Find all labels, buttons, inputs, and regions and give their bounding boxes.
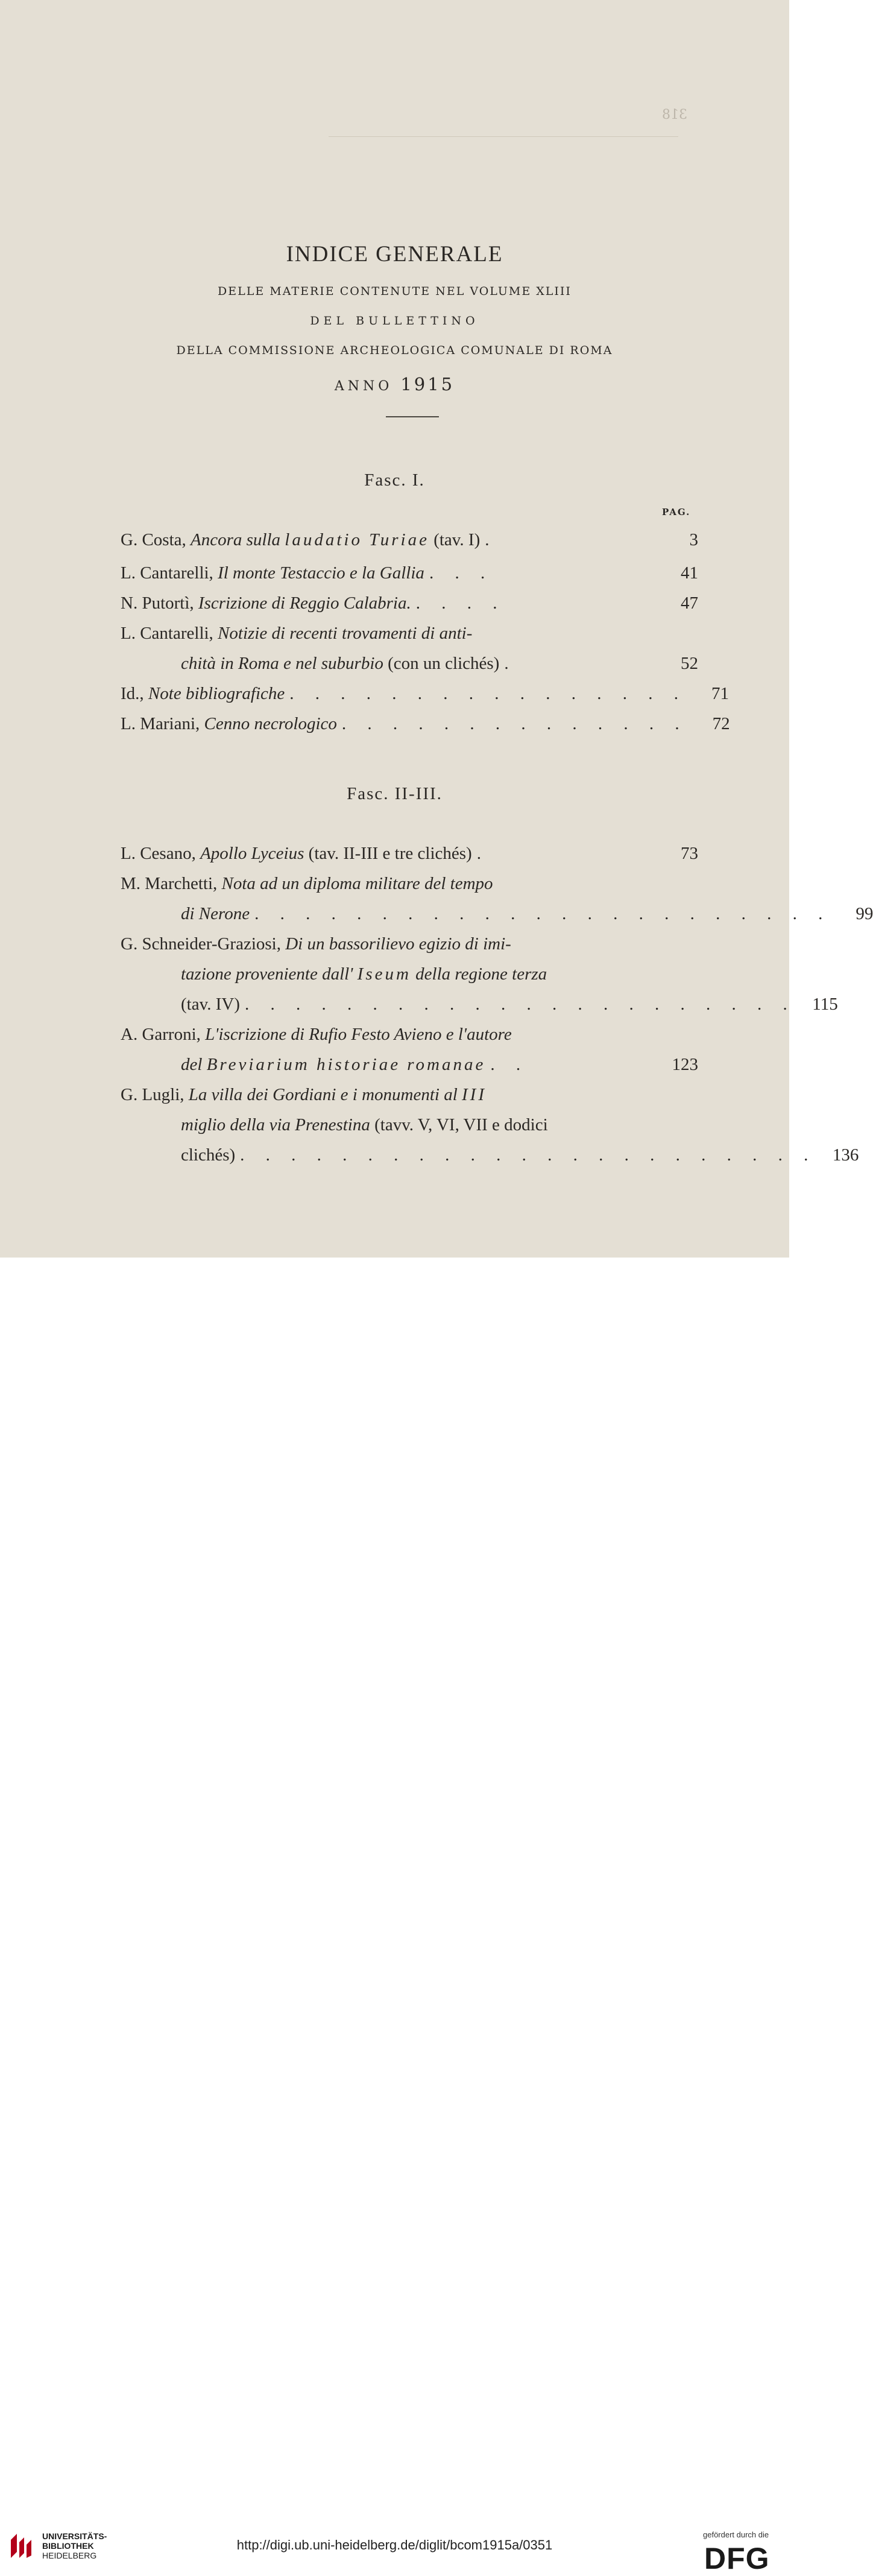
toc-entry (121, 709, 730, 739)
year: 1915 (400, 374, 455, 394)
entry-page: 123 (672, 1055, 698, 1074)
toc-entry (121, 618, 698, 648)
entry-author: M. Marchetti, (121, 874, 218, 893)
toc-entry (121, 588, 698, 618)
entry-page: 41 (681, 563, 698, 583)
entry-title-cont: tazione proveniente dall' (181, 964, 353, 984)
entry-page: 99 (856, 904, 873, 923)
dot-leader: . . . . . . . . . . . . . . . . (289, 684, 687, 703)
permalink-url[interactable]: http://digi.ub.uni-heidelberg.de/diglit/bcom1915a/0351 (236, 2537, 553, 2552)
toc-entry (121, 558, 698, 588)
entry-author: L. Cesano, (121, 844, 196, 863)
dot-leader: . . (490, 1055, 529, 1074)
entry-title: La villa dei Gordiani e i monumenti al (188, 1085, 458, 1104)
viewer-footer (0, 1258, 789, 2575)
dot-leader: . . . . . . . . . . . . . . . . . . . . . . (244, 995, 796, 1014)
entry-page: 52 (681, 654, 698, 673)
toc-entry (121, 1080, 698, 1110)
entry-note: (tav. IV) (181, 995, 240, 1014)
year-line (0, 374, 789, 394)
entry-author: G. Lugli, (121, 1085, 184, 1104)
dot-leader: . . . . . . . . . . . . . . . . . . . . . . . (254, 904, 831, 923)
subtitle-line-1: DELLE MATERIE CONTENUTE NEL VOLUME XLIII (218, 285, 572, 298)
entry-note: (tav. II-III e tre clichés) (308, 844, 472, 863)
entry-author: Id., (121, 684, 144, 703)
dot-leader: . . . . . . . . . . . . . . . . . . . . . . . (240, 1145, 817, 1165)
toc-entry (121, 838, 698, 869)
toc-entry (121, 1019, 698, 1049)
toc-entry-continuation (181, 899, 873, 929)
section-heading: Fasc. I. (364, 470, 425, 490)
entry-title-spaced: III (462, 1085, 487, 1104)
funder-caption: gefördert durch die (703, 2530, 769, 2539)
entry-title: Apollo Lyceius (200, 844, 304, 863)
toc-entry-continuation (181, 1110, 698, 1140)
entry-author: A. Garroni, (121, 1025, 201, 1044)
entry-title: Cenno necrologico (204, 714, 337, 733)
entry-author: L. Cantarelli, (121, 624, 213, 643)
entry-page: 47 (681, 593, 698, 613)
toc-entry (121, 525, 698, 555)
dot-leader: . (476, 844, 490, 863)
dot-leader: . . . . (415, 593, 506, 613)
library-name-line-2: BIBLIOTHEK (42, 2541, 94, 2551)
entry-title-spaced: Iseum (357, 964, 411, 984)
entry-page: 73 (681, 844, 698, 863)
dot-leader: . (485, 530, 498, 549)
entry-title-cont: della regione terza (415, 964, 547, 984)
entry-author: L. Mariani, (121, 714, 200, 733)
entry-title-cont: miglio della via Prenestina (181, 1115, 370, 1135)
entry-title-spaced: Breviarium historiae romanae (206, 1055, 486, 1074)
library-name-line-3: HEIDELBERG (42, 2551, 97, 2560)
entry-title: Iscrizione di Reggio Calabria. (198, 593, 411, 613)
pag-label: PAG. (662, 507, 691, 517)
toc-entry-continuation (181, 1049, 698, 1080)
entry-page: 71 (711, 684, 730, 703)
toc-entry-continuation (181, 648, 698, 679)
entry-title-cont: chità in Roma e nel suburbio (181, 654, 383, 673)
index-title: INDICE GENERALE (286, 242, 503, 267)
entry-note: (tav. I) (433, 530, 481, 549)
toc-entry-continuation (181, 1140, 859, 1170)
entry-title: L'iscrizione di Rufio Festo Avieno e l'autore (205, 1025, 512, 1044)
entry-title: Ancora sulla (191, 530, 281, 549)
dot-leader: . (504, 654, 517, 673)
page-number: 318 (662, 107, 687, 122)
entry-author: G. Schneider-Graziosi, (121, 934, 281, 954)
entry-title: Note bibliografiche (148, 684, 285, 703)
entry-page: 115 (812, 995, 838, 1014)
dfg-logo: DFG (704, 2542, 770, 2575)
toc-entry (121, 679, 730, 709)
library-name-line-1: UNIVERSITÄTS- (42, 2531, 107, 2541)
toc-entry-continuation (181, 989, 838, 1019)
entry-page: 72 (712, 714, 730, 733)
anno-label: ANNO (334, 379, 393, 394)
entry-title: Il monte Testaccio e la Gallia (218, 563, 424, 583)
dot-leader: . . . . . . . . . . . . . . (341, 714, 688, 733)
section-heading: Fasc. II-III. (347, 784, 443, 803)
toc-entry (121, 869, 698, 899)
header-rule (329, 136, 678, 137)
entry-title-cont: di Nerone (181, 904, 250, 923)
entry-author: L. Cantarelli, (121, 563, 213, 583)
entry-title: Di un bassorilievo egizio di imi- (285, 934, 511, 954)
dot-leader: . . . (429, 563, 494, 583)
subtitle-line-2: DEL BULLETTINO (310, 314, 479, 328)
entry-title: Nota ad un diploma militare del tempo (221, 874, 493, 893)
entry-author: N. Putortì, (121, 593, 194, 613)
entry-title-cont: del (181, 1055, 203, 1074)
entry-title-spaced: laudatio Turiae (285, 530, 429, 549)
entry-title: Notizie di recenti trovamenti di anti- (218, 624, 473, 643)
title-divider (386, 416, 439, 417)
subtitle-line-3: DELLA COMMISSIONE ARCHEOLOGICA COMUNALE DI ROMA (176, 344, 613, 357)
toc-entry (121, 929, 698, 959)
entry-note: clichés) (181, 1145, 236, 1165)
entry-note: (tavv. V, VI, VII e dodici (374, 1115, 548, 1135)
scanned-page (0, 0, 873, 1258)
entry-note: (con un clichés) (388, 654, 500, 673)
entry-page: 3 (689, 530, 698, 549)
toc-entry-continuation (181, 959, 698, 989)
entry-author: G. Costa, (121, 530, 186, 549)
entry-page: 136 (832, 1145, 859, 1165)
